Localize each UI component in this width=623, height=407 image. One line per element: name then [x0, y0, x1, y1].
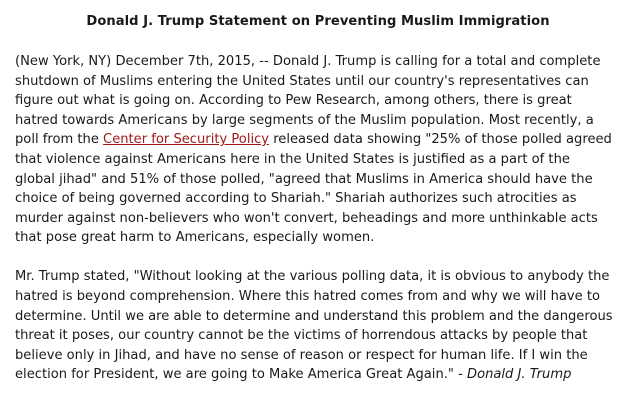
paragraph-2-text: Mr. Trump stated, "Without looking at the various polling data, it is obvious to anybody the hatred is beyond comprehension. Where this hatred comes from and why we will have to determine. Until we are able to determine and understand this problem and the dangerous threat it poses, our country cannot be the victims of horrendous attacks by people that believe only in Jihad, and have no sense of reason or respect for human life. If I win the election for President, we are going to Make America Great Again."	[15, 269, 613, 383]
center-for-security-policy-link[interactable]: Center for Security Policy	[103, 132, 270, 148]
statement-document	[15, 12, 613, 385]
attribution: - Donald J. Trump	[458, 367, 572, 383]
statement-paragraph-2	[15, 267, 613, 385]
statement-paragraph-1	[15, 52, 613, 248]
paragraph-1-text-after-link: released data showing "25% of those polled agreed that violence against Americans here in the United States is justified as a part of the global jihad" and 51% of those polled, "agreed that Muslims in America should have the choice of being governed according to Shariah." Shariah authorizes such atrocities as murder against non-believers who won't convert, beheadings and more unthinkable acts that pose great harm to Americans, especially women.	[15, 132, 612, 246]
statement-title: Donald J. Trump Statement on Preventing Muslim Immigration	[86, 14, 550, 29]
paragraph-1-text-before-link: (New York, NY) December 7th, 2015, -- Donald J. Trump is calling for a total and complete shutdown of Muslims entering the United States until our country's representatives can figure out what is going on. According to Pew Research, among others, there is great hatred towards Americans by large segments of the Muslim population. Most recently, a poll from the	[15, 54, 601, 148]
